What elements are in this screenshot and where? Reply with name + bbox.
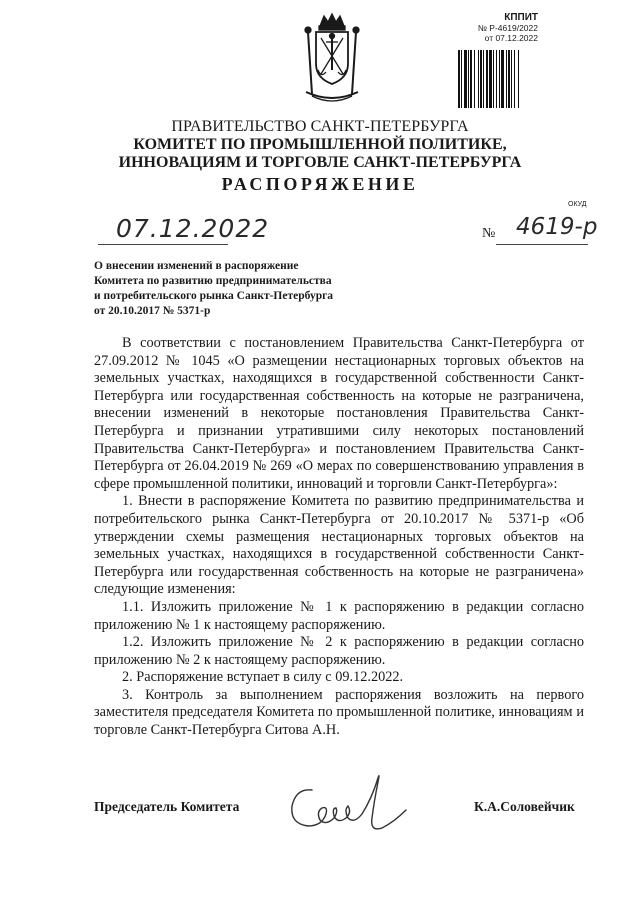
handwritten-signature bbox=[282, 768, 412, 840]
coat-of-arms-icon bbox=[302, 12, 362, 108]
item-1-1-paragraph: 1.1. Изложить приложение № 1 к распоряжению в редакции согласно приложению № 1 к настоящему распоряжению. bbox=[94, 598, 584, 633]
government-title: ПРАВИТЕЛЬСТВО САНКТ-ПЕТЕРБУРГА bbox=[171, 118, 469, 135]
date-underline bbox=[98, 244, 228, 245]
subject-line: О внесении изменений в распоряжение bbox=[94, 260, 299, 272]
signatory-name: К.А.Соловейчик bbox=[474, 799, 575, 814]
item-1-2-paragraph: 1.2. Изложить приложение № 2 к распоряжению в редакции согласно приложению № 2 к настоящему распоряжению. bbox=[94, 634, 584, 668]
committee-title-line1: КОМИТЕТ ПО ПРОМЫШЛЕННОЙ ПОЛИТИКЕ, bbox=[133, 136, 507, 153]
registration-date: от 07.12.2022 bbox=[484, 33, 538, 43]
item-1-paragraph: 1. Внести в распоряжение Комитета по развитию предпринимательства и потребительского рынка Санкт-Петербурга от 20.10.2017 № 5371-р «Об утверждении схемы размещения нестационарных торговых объектов на земельных участках, находящихся в государственной собственности Санкт-Петербурга или государственная собственность на которые не разграничена» следующие изменения: bbox=[94, 493, 584, 598]
subject-block bbox=[94, 259, 394, 319]
document-number: 4619-р bbox=[516, 214, 598, 240]
okud-label: ОКУД bbox=[568, 201, 587, 208]
subject-line: и потребительского рынка Санкт-Петербурга bbox=[94, 290, 334, 302]
registration-office: КППИТ bbox=[504, 12, 538, 23]
registration-stamp bbox=[476, 12, 538, 43]
document-body bbox=[94, 335, 584, 740]
preamble-paragraph: В соответствии с постановлением Правительства Санкт-Петербурга от 27.09.2012 № 1045 «О размещении нестационарных торговых объектов на земельных участках, находящихся в государственной собственности Санкт-Петербурга или государственная собственность на которые не разграничена, внесении изменений в некоторые постановления Правительства Санкт-Петербурга и признании утратившими силу некоторых постановлений Правительства Санкт-Петербурга» и постановлением Правительства Санкт-Петербурга от 26.04.2019 № 269 «О мерах по совершенствованию управления в сфере промышленной политики, инноваций и торговли Санкт-Петербурга»: bbox=[94, 335, 584, 492]
item-3-paragraph: 3. Контроль за выполнением распоряжения возложить на первого заместителя председателя Комитета по промышленной политике, инновациям и торговле Санкт-Петербурга Ситова А.Н. bbox=[94, 686, 584, 739]
document-type: РАСПОРЯЖЕНИЕ bbox=[221, 174, 419, 194]
subject-line: от 20.10.2017 № 5371-р bbox=[94, 305, 211, 317]
item-2-paragraph: 2. Распоряжение вступает в силу с 09.12.2022. bbox=[122, 669, 404, 686]
number-sign: № bbox=[482, 226, 496, 241]
subject-line: Комитета по развитию предпринимательства bbox=[94, 275, 332, 287]
barcode bbox=[456, 50, 540, 108]
committee-title-line2: ИННОВАЦИЯМ И ТОРГОВЛЕ САНКТ-ПЕТЕРБУРГА bbox=[118, 154, 522, 171]
signatory-title: Председатель Комитета bbox=[94, 799, 240, 814]
document-date: 07.12.2022 bbox=[116, 214, 270, 243]
registration-number: № Р-4619/2022 bbox=[477, 23, 538, 33]
number-underline bbox=[496, 244, 588, 245]
